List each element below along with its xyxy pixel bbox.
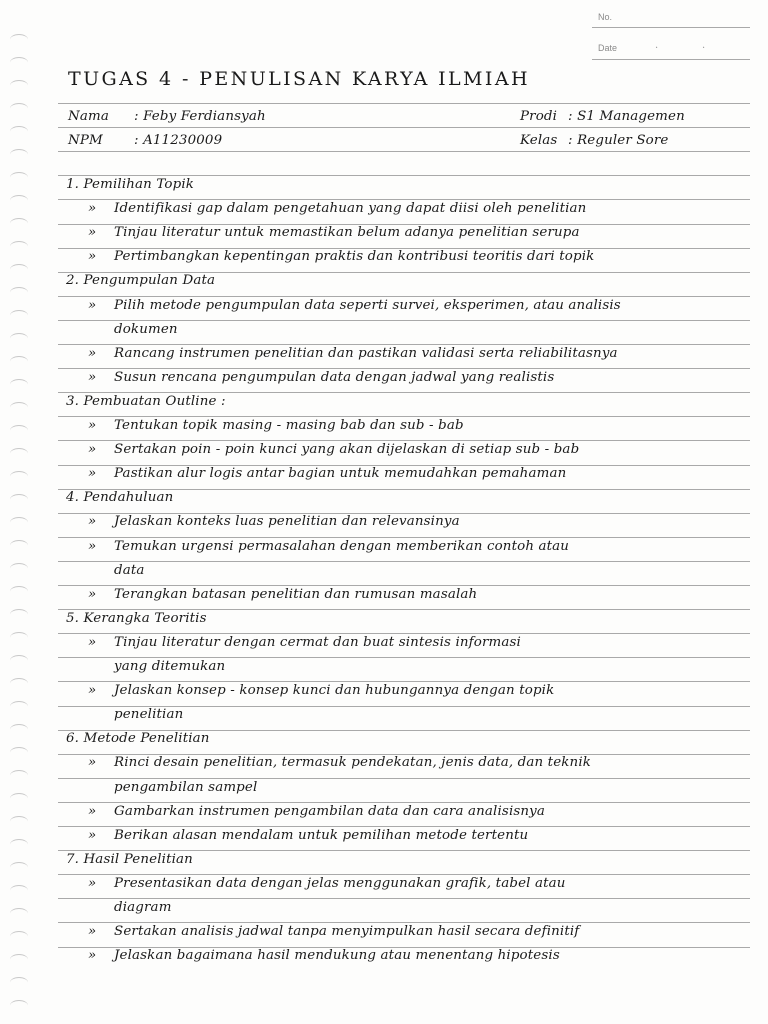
section-heading: 5. Kerangka Teoritis <box>66 610 207 626</box>
ruled-line <box>58 103 750 104</box>
binder-hole <box>10 80 28 91</box>
bullet-item <box>88 198 586 220</box>
npm-label: NPM <box>68 133 103 148</box>
header-rule <box>592 27 750 28</box>
bullet-marker: » <box>88 948 97 964</box>
binder-hole <box>10 34 28 45</box>
header-rule <box>592 59 750 60</box>
section-heading: 6. Metode Penelitian <box>66 731 210 747</box>
bullet-text: Rinci desain penelitian, termasuk pendekatan, jenis data, dan teknik <box>114 755 592 771</box>
bullet-item <box>88 801 545 823</box>
bullet-text: Susun rencana pengumpulan data dengan jadwal yang realistis <box>114 369 555 385</box>
bullet-text: Tentukan topik masing - masing bab dan sub - bab <box>114 418 464 433</box>
bullet-item <box>88 873 566 895</box>
binder-hole <box>10 793 28 804</box>
name-label: Nama <box>68 109 109 124</box>
bullet-item <box>88 680 554 702</box>
bullet-marker: » <box>88 683 97 699</box>
section-heading: 1. Pemilihan Topik <box>66 177 195 192</box>
binder-hole <box>10 241 28 252</box>
bullet-text: Identifikasi gap dalam pengetahuan yang dapat diisi oleh penelitian <box>114 201 587 217</box>
bullet-marker: » <box>88 827 97 843</box>
binder-hole <box>10 931 28 942</box>
bullet-marker: » <box>88 803 97 819</box>
bullet-marker: » <box>88 875 97 891</box>
section-heading: 3. Pembuatan Outline : <box>66 393 226 409</box>
bullet-item-continuation: dokumen <box>114 321 178 337</box>
bullet-item <box>88 246 594 268</box>
bullet-item <box>88 825 528 847</box>
binder-hole <box>10 862 28 873</box>
bullet-marker: » <box>88 442 97 458</box>
bullet-marker: » <box>88 514 97 530</box>
bullet-text: Tinjau literatur dengan cermat dan buat sintesis informasi <box>114 634 521 650</box>
bullet-item <box>88 415 464 437</box>
binder-hole <box>10 356 28 367</box>
binder-hole <box>10 885 28 896</box>
binder-hole <box>10 57 28 68</box>
section-heading: 7. Hasil Penelitian <box>66 851 193 867</box>
bullet-marker: » <box>88 249 97 265</box>
bullet-marker: » <box>88 297 97 313</box>
section-heading: 4. Pendahuluan <box>66 490 174 506</box>
binder-holes <box>0 0 40 1024</box>
bullet-item <box>88 222 580 244</box>
bullet-marker: » <box>88 538 97 554</box>
bullet-text: Terangkan batasan penelitian dan rumusan masalah <box>114 586 478 602</box>
binder-hole <box>10 954 28 965</box>
binder-hole <box>10 402 28 413</box>
binder-hole <box>10 218 28 229</box>
bullet-item <box>88 343 618 365</box>
bullet-marker: » <box>88 201 97 217</box>
bullet-item <box>88 295 621 317</box>
binder-hole <box>10 655 28 666</box>
bullet-text: Pilih metode pengumpulan data seperti survei, eksperimen, atau analisis <box>114 297 621 313</box>
bullet-text: Jelaskan bagaimana hasil mendukung atau menentang hipotesis <box>114 948 560 964</box>
binder-hole <box>10 379 28 390</box>
bullet-marker: » <box>88 418 97 433</box>
bullet-item-continuation: data <box>114 562 145 578</box>
binder-hole <box>10 1000 28 1011</box>
bullet-marker: » <box>88 924 97 940</box>
bullet-text: Jelaskan konsep - konsep kunci dan hubungannya dengan topik <box>114 683 555 699</box>
binder-hole <box>10 632 28 643</box>
bullet-item <box>88 752 591 774</box>
ruled-line <box>58 561 750 562</box>
kelas-label: Kelas <box>520 133 558 148</box>
npm-value: : A11230009 <box>134 133 223 148</box>
bullet-text: Sertakan analisis jadwal tanpa menyimpulkan hasil secara definitif <box>114 924 580 940</box>
bullet-item <box>88 632 521 654</box>
bullet-marker: » <box>88 466 97 482</box>
binder-hole <box>10 264 28 275</box>
binder-hole <box>10 563 28 574</box>
binder-hole <box>10 333 28 344</box>
bullet-text: Presentasikan data dengan jelas menggunakan grafik, tabel atau <box>114 875 566 891</box>
binder-hole <box>10 517 28 528</box>
binder-hole <box>10 172 28 183</box>
prodi-value: : S1 Managemen <box>568 109 685 124</box>
binder-hole <box>10 448 28 459</box>
bullet-text: Pastikan alur logis antar bagian untuk memudahkan pemahaman <box>114 466 567 482</box>
bullet-text: Pertimbangkan kepentingan praktis dan kontribusi teoritis dari topik <box>114 249 595 265</box>
binder-hole <box>10 287 28 298</box>
binder-hole <box>10 977 28 988</box>
binder-hole <box>10 609 28 620</box>
binder-hole <box>10 586 28 597</box>
bullet-item-continuation: penelitian <box>114 707 184 723</box>
bullet-text: Gambarkan instrumen pengambilan data dan cara analisisnya <box>114 803 546 819</box>
binder-hole <box>10 126 28 137</box>
binder-hole <box>10 149 28 160</box>
bullet-text: Sertakan poin - poin kunci yang akan dijelaskan di setiap sub - bab <box>114 442 580 458</box>
bullet-text: Rancang instrumen penelitian dan pastikan validasi serta reliabilitasnya <box>114 345 618 361</box>
bullet-marker: » <box>88 634 97 650</box>
binder-hole <box>10 724 28 735</box>
prodi-label: Prodi <box>520 109 558 124</box>
binder-hole <box>10 678 28 689</box>
bullet-text: Berikan alasan mendalam untuk pemilihan metode tertentu <box>114 827 529 843</box>
bullet-marker: » <box>88 586 97 602</box>
bullet-item <box>88 511 460 533</box>
bullet-item <box>88 367 554 389</box>
page-title: TUGAS 4 - PENULISAN KARYA ILMIAH <box>68 68 530 90</box>
binder-hole <box>10 747 28 758</box>
binder-hole <box>10 425 28 436</box>
kelas-value: : Reguler Sore <box>568 133 669 148</box>
binder-hole <box>10 540 28 551</box>
name-value: : Feby Ferdiansyah <box>134 109 266 124</box>
binder-hole <box>10 310 28 321</box>
binder-hole <box>10 701 28 712</box>
bullet-item <box>88 439 579 461</box>
bullet-marker: » <box>88 755 97 771</box>
bullet-text: Temukan urgensi permasalahan dengan memberikan contoh atau <box>114 538 570 554</box>
bullet-item <box>88 921 579 943</box>
binder-hole <box>10 770 28 781</box>
bullet-item <box>88 584 477 606</box>
bullet-item <box>88 463 566 485</box>
binder-hole <box>10 103 28 114</box>
binder-hole <box>10 494 28 505</box>
bullet-text: Tinjau literatur untuk memastikan belum adanya penelitian serupa <box>114 225 580 241</box>
binder-hole <box>10 471 28 482</box>
no-label: No. <box>598 12 613 22</box>
bullet-item <box>88 536 569 558</box>
binder-hole <box>10 908 28 919</box>
bullet-marker: » <box>88 345 97 361</box>
bullet-text: Jelaskan konteks luas penelitian dan relevansinya <box>114 514 460 530</box>
bullet-item-continuation: yang ditemukan <box>114 659 226 674</box>
bullet-item <box>88 945 560 967</box>
binder-hole <box>10 195 28 206</box>
date-separator-dot: · <box>702 43 706 54</box>
bullet-item-continuation: pengambilan sampel <box>114 779 258 795</box>
section-heading: 2. Pengumpulan Data <box>66 273 216 289</box>
date-label: Date <box>598 43 618 53</box>
bullet-marker: » <box>88 225 97 241</box>
binder-hole <box>10 816 28 827</box>
bullet-item-continuation: diagram <box>114 900 172 915</box>
binder-hole <box>10 839 28 850</box>
date-separator-dot: · <box>655 43 659 54</box>
bullet-marker: » <box>88 369 97 385</box>
